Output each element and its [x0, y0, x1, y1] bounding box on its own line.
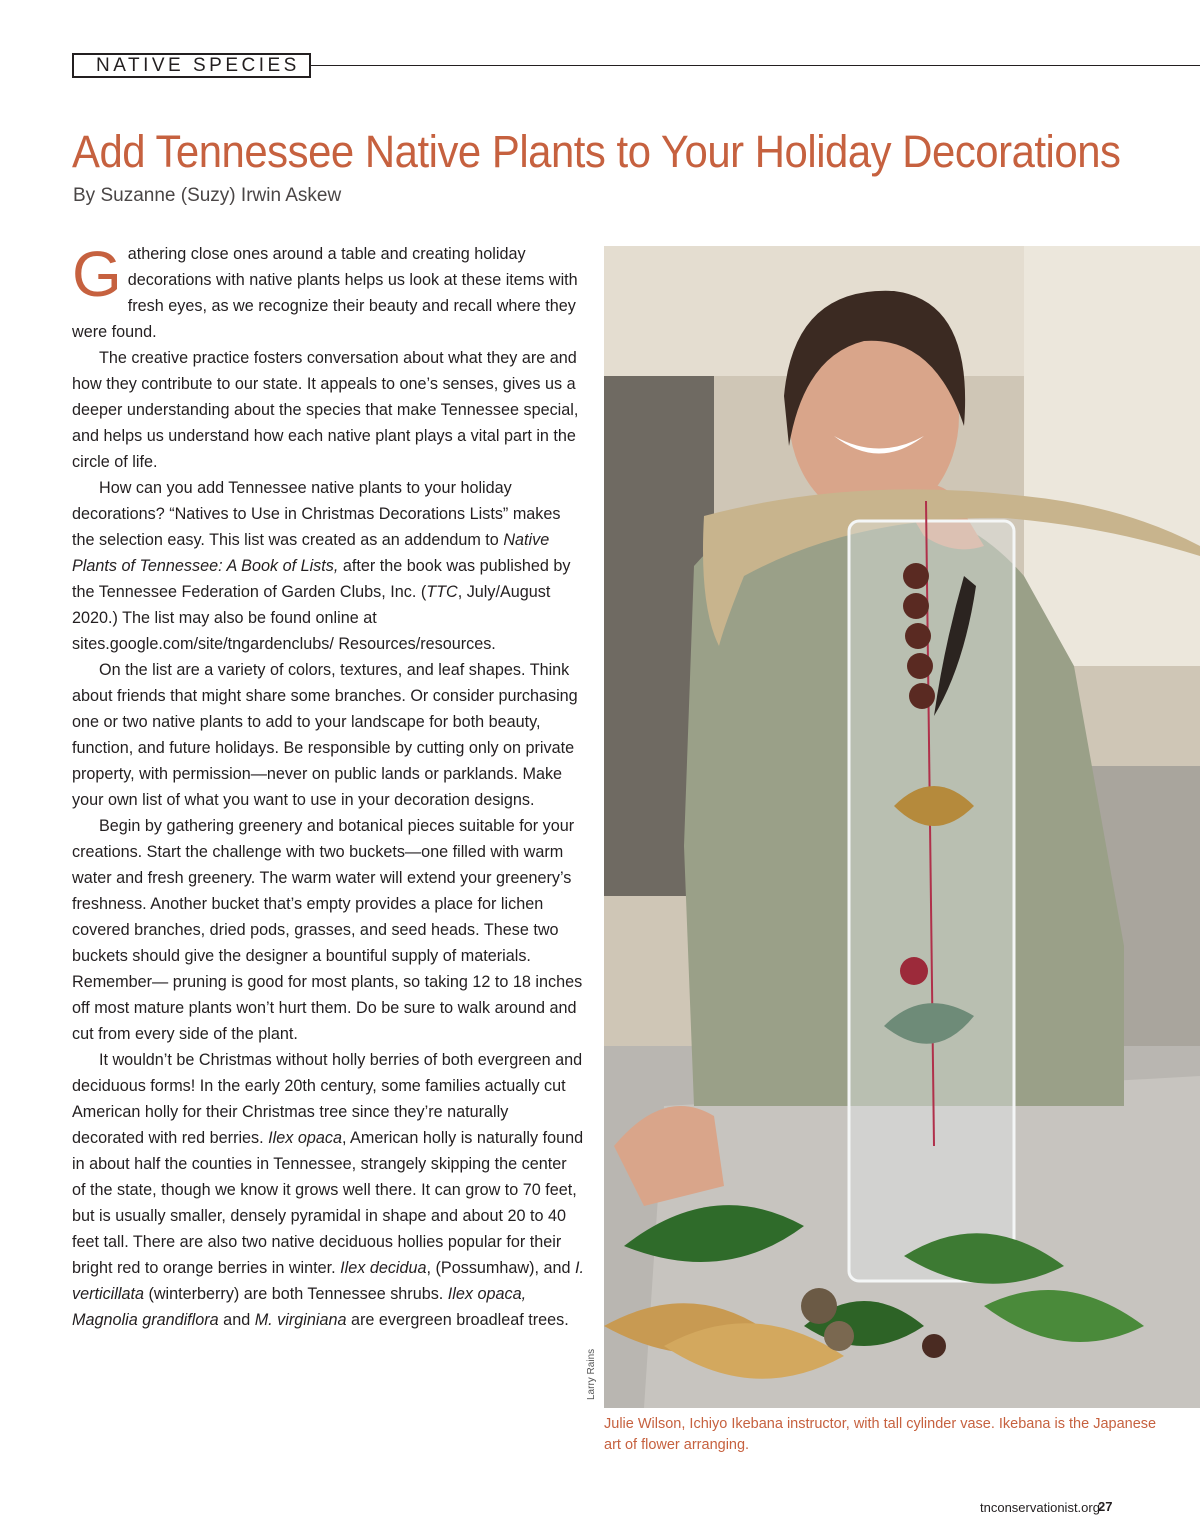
- section-tag: NATIVE SPECIES: [72, 53, 311, 78]
- seed-pod-2: [903, 593, 929, 619]
- paragraph-1: [72, 238, 584, 345]
- book-title: Native Plants of Tennessee: A Book of Lists,: [72, 531, 550, 575]
- species-ilex-decidua: Ilex decidua: [340, 1259, 427, 1277]
- ikebana-photo-illustration: [604, 246, 1200, 1408]
- article-body: [72, 238, 584, 1333]
- seed-cluster-3: [922, 1334, 946, 1358]
- species-ilex-opaca: Ilex opaca: [268, 1129, 342, 1147]
- seed-pod-5: [909, 683, 935, 709]
- p3-text-a: How can you add Tennessee native plants to your holiday decorations? “Natives to Use in Christmas Decorations Lists” makes the selection easy. This list was created as an addendum to: [72, 479, 561, 549]
- feature-photo: [604, 246, 1200, 1408]
- header-rule: [311, 65, 1200, 66]
- seed-cluster-2: [824, 1321, 854, 1351]
- footer-url[interactable]: tnconservationist.org: [980, 1500, 1100, 1515]
- paragraph-5: Begin by gathering greenery and botanical pieces suitable for your creations. Start the challenge with two buckets—one filled with warm water and fresh greenery. The warm water will extend your greenery’s freshness. Another bucket that’s empty provides a place for lichen covered branches, dried pods, grasses, and seed heads. These two buckets should give the designer a bountiful supply of materials. Remember— pruning is good for most plants, so taking 12 to 18 inches off most mature plants won’t hurt them. Do be sure to walk around and cut from every side of the plant.: [72, 817, 583, 1043]
- p6-text-a: It wouldn’t be Christmas without holly berries of both evergreen and deciduous forms! In the early 20th century, some families actually cut American holly for their Christmas tree since they’re naturally decorated with red berries.: [72, 1051, 583, 1147]
- sweetgum-ball: [900, 957, 928, 985]
- seed-pod-3: [905, 623, 931, 649]
- paragraph-3: [72, 475, 584, 657]
- byline: By Suzanne (Suzy) Irwin Askew: [73, 185, 342, 206]
- paragraph-1-text: athering close ones around a table and creating holiday decorations with native plants helps us look at these items with fresh eyes, as we recognize their beauty and recall where they were found.: [72, 245, 578, 341]
- p6-text-c: , (Possumhaw), and: [426, 1259, 575, 1277]
- seed-cluster-1: [801, 1288, 837, 1324]
- ttc-abbrev: TTC: [426, 583, 458, 601]
- seed-pod-4: [907, 653, 933, 679]
- p3-text-b: after the book was published by the Tennessee Federation of Garden Clubs, Inc. (: [72, 557, 571, 601]
- seed-pod-1: [903, 563, 929, 589]
- p6-text-e: and: [218, 1311, 255, 1329]
- paragraph-6: [72, 1047, 584, 1333]
- drop-cap: G: [72, 238, 122, 310]
- p6-text-b: , American holly is naturally found in about half the counties in Tennessee, strangely skipping the center of the state, though we know it grows well there. It can grow to 70 feet, but is usually smaller, densely pyramidal in shape and about 20 to 40 feet tall. There are also two native deciduous hollies popular for their bright red to orange berries in winter.: [72, 1129, 584, 1277]
- photo-credit: Larry Rains: [586, 1348, 597, 1400]
- page-number: 27: [1098, 1499, 1113, 1514]
- species-verticillata: I. verticillata: [72, 1259, 584, 1303]
- p6-text-d: (winterberry) are both Tennessee shrubs.: [143, 1285, 448, 1303]
- p6-text-f: are evergreen broadleaf trees.: [346, 1311, 569, 1329]
- species-trees: Ilex opaca, Magnolia grandiflora: [72, 1285, 527, 1329]
- p3-text-c: , July/August 2020.) The list may also be found online at sites.google.com/site/tngardenclubs/ Resources/resources.: [72, 583, 551, 653]
- paragraph-4: On the list are a variety of colors, textures, and leaf shapes. Think about friends that might share some branches. Or consider purchasing one or two native plants to add to your landscape for both beauty, function, and future holidays. Be responsible by cutting only on private property, with permission—never on public lands or parklands. Make your own list of what you want to use in your decoration designs.: [72, 661, 578, 809]
- article-title: Add Tennessee Native Plants to Your Holiday Decorations: [72, 126, 1121, 177]
- cabinet-right: [1024, 246, 1200, 666]
- photo-caption: Julie Wilson, Ichiyo Ikebana instructor, with tall cylinder vase. Ikebana is the Japanese art of flower arranging.: [604, 1416, 1157, 1453]
- species-m-virginiana: M. virginiana: [254, 1311, 347, 1329]
- paragraph-2: The creative practice fosters conversation about what they are and how they contribute to our state. It appeals to one’s senses, gives us a deeper understanding about the species that make Tennessee special, and helps us understand how each native plant plays a vital part in the circle of life.: [72, 349, 579, 471]
